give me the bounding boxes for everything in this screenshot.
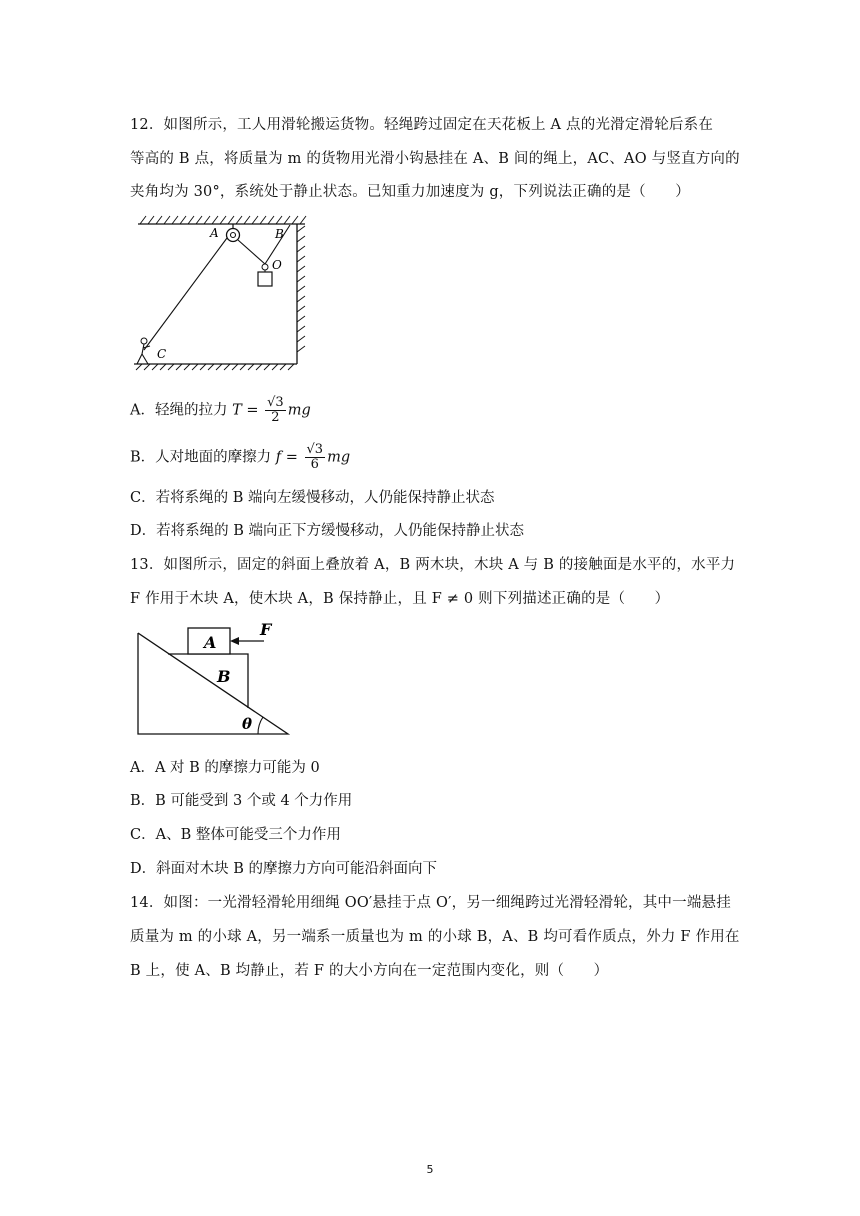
q12-option-c: C．若将系绳的 B 端向左缓慢移动，人仍能保持静止状态	[130, 490, 495, 506]
q12-option-a-numerator: √3	[267, 395, 284, 410]
page-number: 5	[426, 1163, 434, 1176]
q12-line-2: 等高的 B 点，将质量为 m 的货物用光滑小钩悬挂在 A、B 间的绳上，AC、AO 与竖直方向的	[130, 151, 740, 167]
q12-option-b-numerator: √3	[306, 442, 324, 457]
q12-option-b-denominator: 6	[310, 457, 319, 472]
label-block-b: B	[217, 667, 231, 686]
q13-option-b: B．B 可能受到 3 个或 4 个力作用	[130, 793, 353, 809]
label-force-f: F	[260, 620, 272, 639]
q12-option-d: D．若将系绳的 B 端向正下方缓慢移动，人仍能保持静止状态	[130, 523, 524, 539]
q12-option-a-fraction	[265, 396, 286, 425]
q12-option-b-symbol: f	[275, 449, 282, 466]
q12-option-b: B．人对地面的摩擦力 f = $\frac{√3}{6}$ mg	[130, 442, 351, 472]
q13-line-1: 13．如图所示，固定的斜面上叠放着 A，B 两木块，木块 A 与 B 的接触面是水平的，水平力	[130, 557, 736, 573]
q13-line-2: F 作用于木块 A，使木块 A，B 保持静止，且 F ≠ 0 则下列描述正确的是（ ）	[130, 591, 670, 607]
label-a: A	[210, 226, 219, 240]
q13-option-a: A．A 对 B 的摩擦力可能为 0	[130, 760, 320, 776]
q12-option-a-tail: mg	[287, 402, 311, 419]
q12-option-b-fraction	[305, 443, 326, 472]
q13-incline-figure	[130, 616, 300, 741]
label-theta: θ	[242, 715, 253, 733]
q13-option-d: D．斜面对木块 B 的摩擦力方向可能沿斜面向下	[130, 861, 437, 877]
q12-option-a-symbol: T	[232, 402, 242, 419]
q14-line-2: 质量为 m 的小球 A，另一端系一质量也为 m 的小球 B，A、B 均可看作质点，外力 F 作用在	[130, 929, 740, 945]
q12-line-3: 夹角均为 30°，系统处于静止状态。已知重力加速度为 g，下列说法正确的是（ ）	[130, 184, 690, 200]
label-b: B	[275, 227, 284, 241]
q12-option-a-text: A．轻绳的拉力	[130, 402, 228, 419]
q12-option-b-text: B．人对地面的摩擦力	[130, 449, 272, 466]
q12-option-a: A．轻绳的拉力 T = $\frac{√3}{2}$ mg	[130, 395, 311, 425]
label-o: O	[272, 258, 282, 272]
q14-line-3: B 上，使 A、B 均静止，若 F 的大小方向在一定范围内变化，则（ ）	[130, 963, 609, 979]
q12-line-1: 12．如图所示，工人用滑轮搬运货物。轻绳跨过固定在天花板上 A 点的光滑定滑轮后系在	[130, 117, 714, 133]
q14-line-1: 14．如图：一光滑轻滑轮用细绳 OO′悬挂于点 O′，另一细绳跨过光滑轻滑轮，其中一端悬挂	[130, 895, 731, 911]
q13-option-c: C．A、B 整体可能受三个力作用	[130, 827, 341, 843]
label-c: C	[157, 347, 167, 361]
q12-option-a-denominator: 2	[271, 410, 280, 425]
q12-option-b-tail: mg	[327, 449, 351, 466]
q12-pulley-figure	[130, 212, 315, 372]
label-block-a: A	[204, 633, 217, 652]
